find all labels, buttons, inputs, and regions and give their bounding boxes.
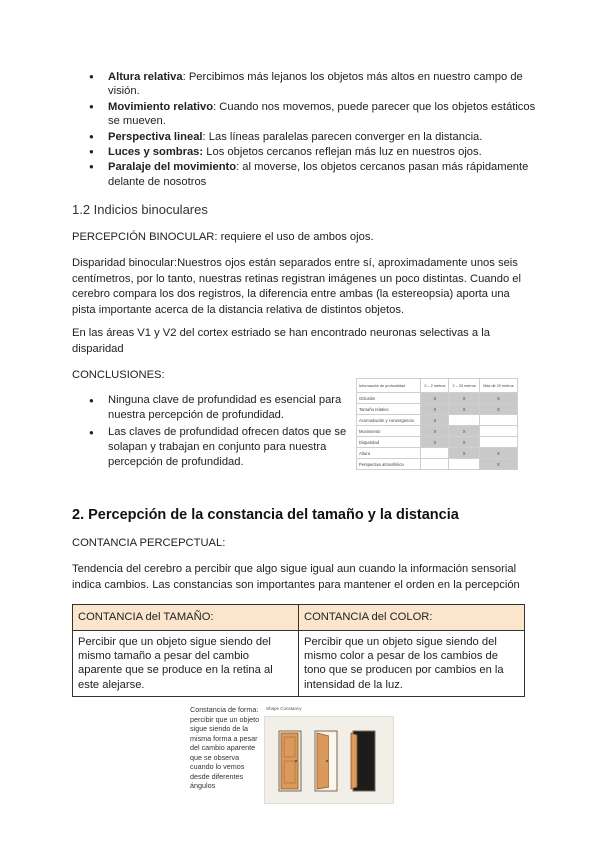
disparity-paragraph: Disparidad binocular:Nuestros ojos están separados entre sí, aproximadamente unos seis centímetros, por lo tanto, nuestras retinas registran imágenes un poco distintas. Cuando el cerebro compara los dos registros, la diferencia entre ambas (la estereopsia) aporta una pista importante acerca de la distancia relativa de distintos objetos. [72,257,521,316]
table-header-row [73,605,525,631]
monocular-cues-list [86,70,536,190]
list-item: ● Movimiento relativo: Cuando nos movemos, puede parecer que los objetos estáticos se mueven. [86,100,536,129]
list-item: ● Luces y sombras: Los objetos cercanos reflejan más luz en nuestros ojos. [86,145,536,159]
table-header-cell: 0 – 2 metros [421,379,449,393]
table-row [357,437,518,448]
table-cell: X [479,393,517,404]
shape-constancy-figure [190,703,395,803]
table-header-row [357,379,518,393]
table-cell [449,415,479,426]
section-heading-constancy: 2. Percepción de la constancia del tamaño y la distancia [72,507,459,523]
table-cell: Acomodación y convergencia [357,415,421,426]
doors-illustration [264,716,394,804]
table-cell: Tamaño relativo [357,404,421,415]
table-cell: X [421,404,449,415]
table-cell: X [479,459,517,470]
table-header-cell: Información de profundidad [357,379,421,393]
table-cell: X [479,404,517,415]
table-row [357,459,518,470]
constancy-table [72,604,525,697]
list-item: ● Ninguna clave de profundidad es esencial para nuestra percepción de profundidad. [86,393,348,424]
table-cell [479,437,517,448]
table-cell: X [449,404,479,415]
table-cell [479,415,517,426]
constancy-subheading: CONTANCIA PERCEPCTUAL: [72,537,226,549]
table-row [73,631,525,697]
color-constancy-header: CONTANCIA del COLOR: [299,605,525,631]
figure-title: Shape Constancy [266,706,302,711]
list-item: ● Las claves de profundidad ofrecen datos que se solapan y trabajan en conjunto para nuestra percepción de profundidad. [86,425,348,471]
depth-cues-table [356,378,518,470]
constancy-intro: Tendencia del cerebro a percibir que algo sigue igual aun cuando la información sensorial indica cambios. Las constancias son importantes para mantener el orden en la percepción [72,563,520,591]
door-drawings-icon [265,717,393,803]
table-cell: X [449,393,479,404]
size-constancy-header: CONTANCIA del TAMAÑO: [73,605,299,631]
table-cell [421,459,449,470]
areas-paragraph: En las áreas V1 y V2 del cortex estriado se han encontrado neuronas selectivas a la disparidad [72,327,490,355]
list-item: ● Paralaje del movimiento: al moverse, los objetos cercanos pasan más rápidamente delante de nosotros [86,160,536,189]
section-heading-binocular: 1.2 Indicios binoculares [72,202,208,217]
table-cell: Disparidad [357,437,421,448]
table-cell: X [421,437,449,448]
table-cell: X [449,448,479,459]
table-row [357,426,518,437]
size-constancy-text: Percibir que un objeto sigue siendo del mismo tamaño a pesar del cambio aparente que se produce en la retina al este alejarse. [73,631,299,697]
binocular-definition: PERCEPCIÓN BINOCULAR: requiere el uso de ambos ojos. [72,231,374,243]
color-constancy-text: Percibir que un objeto sigue siendo del mismo color a pesar de los cambios de tono que se producen por cambios en la intensidad de la luz. [299,631,525,697]
table-cell: Altura [357,448,421,459]
table-cell: Movimiento [357,426,421,437]
table-cell [421,448,449,459]
table-cell: Perspectiva atmosférica [357,459,421,470]
table-cell: X [449,437,479,448]
table-row [357,448,518,459]
conclusions-label: CONCLUSIONES: [72,369,165,381]
table-cell: X [449,426,479,437]
table-header-cell: Más de 20 metros [479,379,517,393]
list-item: ● Altura relativa: Percibimos más lejanos los objetos más altos en nuestro campo de visión. [86,70,536,99]
table-row [357,415,518,426]
list-item: ● Perspectiva lineal: Las líneas paralelas parecen converger en la distancia. [86,130,536,144]
table-cell: Oclusión [357,393,421,404]
table-cell: X [421,426,449,437]
table-cell: X [479,448,517,459]
conclusions-list [86,393,348,471]
table-header-cell: 2 – 20 metros [449,379,479,393]
table-cell [479,426,517,437]
table-cell: X [421,415,449,426]
figure-caption: Constancia de forma: percibir que un objeto sigue siendo de la misma forma a pesar del cambio aparente que se observa cuando lo vemos desde diferentes ángulos [190,705,260,790]
table-cell [449,459,479,470]
table-cell: X [421,393,449,404]
table-row [357,393,518,404]
table-row [357,404,518,415]
